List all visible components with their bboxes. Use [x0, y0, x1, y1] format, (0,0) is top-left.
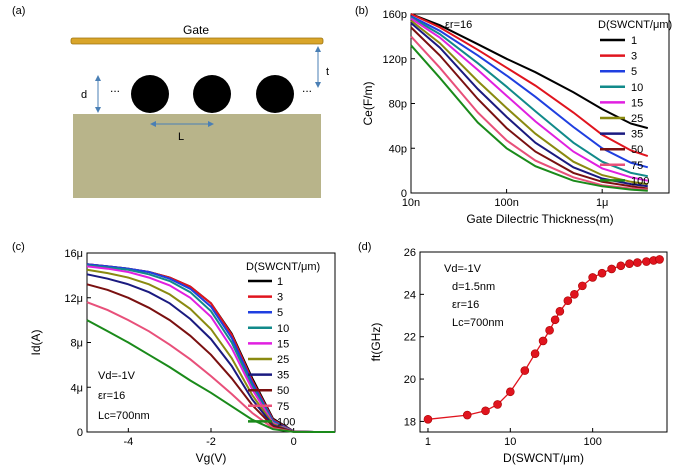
panel-b-legend-title: D(SWCNT/μm) — [598, 19, 673, 31]
gate-electrode — [71, 38, 323, 44]
panel-b-legend-label: 50 — [631, 144, 644, 157]
panel-d-point — [506, 388, 514, 396]
panel-b-legend-label: 1 — [631, 35, 638, 47]
substrate — [73, 114, 321, 198]
panel-d-point — [531, 350, 539, 358]
panel-b-x-tick-label: 10n — [401, 197, 421, 209]
panel-c-legend-label: 100 — [277, 416, 296, 429]
t-arrow-icon — [315, 46, 321, 88]
panel-b — [355, 5, 672, 226]
panel-d-point — [482, 407, 490, 415]
panel-d-point — [656, 255, 664, 263]
panel-b-x-axis-title: Gate Dilectric Thickness(m) — [466, 212, 614, 226]
panel-b-y-tick-label: 80p — [388, 98, 407, 111]
panel-d-y-axis-title: ft(GHz) — [369, 322, 383, 362]
panel-d-point — [546, 326, 554, 334]
panel-d-point — [424, 415, 432, 423]
gate-label: Gate — [182, 23, 210, 37]
panel-b-y-tick-label: 40p — [388, 143, 407, 156]
panel-d-plot — [369, 247, 667, 465]
panel-b-legend-label: 25 — [631, 113, 644, 125]
panel-c-legend-label: 10 — [277, 322, 290, 335]
d-label: d — [81, 89, 88, 101]
panel-d-annot-1: Vd=-1V — [444, 263, 481, 275]
panel-c-series-line — [87, 274, 335, 432]
panel-b-legend-label: 3 — [631, 50, 638, 63]
panel-d-point — [642, 258, 650, 266]
panel-c-legend-label: 5 — [277, 307, 284, 320]
panel-b-y-tick-label: 0 — [400, 188, 407, 200]
panel-c-series-line — [87, 264, 335, 432]
panel-d-annot-3: εr=16 — [452, 299, 480, 311]
panel-d-point — [521, 367, 529, 375]
panel-d-label: (d) — [358, 241, 372, 253]
panel-c-annot-3: Lc=700nm — [98, 410, 150, 422]
panel-d-point — [551, 316, 559, 324]
panel-d-point — [539, 337, 547, 345]
panel-d-point — [556, 307, 564, 315]
panel-d-point — [564, 297, 572, 305]
panel-a — [12, 5, 329, 198]
panel-c-legend-label: 25 — [277, 354, 290, 366]
panel-c-legend-label: 75 — [277, 400, 290, 413]
panel-d-point — [598, 269, 606, 277]
panel-b-param: εr=16 — [445, 19, 473, 31]
nanotube-2 — [193, 75, 231, 113]
panel-b-y-tick-label: 120p — [382, 53, 407, 66]
panel-b-legend-label: 15 — [631, 97, 644, 110]
panel-d-x-axis-title: D(SWCNT/μm) — [503, 451, 584, 465]
panel-d-y-tick-label: 22 — [403, 331, 416, 344]
panel-c-y-tick-label: 4μ — [70, 382, 83, 395]
panel-d-point — [589, 273, 597, 281]
panel-b-y-tick-label: 160p — [382, 9, 407, 21]
nanotube-1 — [131, 75, 169, 113]
t-label: t — [326, 66, 330, 78]
panel-c-x-tick-label: -4 — [123, 436, 134, 448]
panel-c-legend-label: 35 — [277, 369, 290, 382]
panel-d-point — [617, 262, 625, 270]
panel-c-y-tick-label: 8μ — [70, 337, 83, 350]
panel-b-legend-label: 75 — [631, 159, 644, 172]
panel-c-x-tick-label: 0 — [290, 436, 297, 448]
panel-b-label: (b) — [355, 5, 369, 17]
nanotube-3 — [256, 75, 294, 113]
panel-d-point — [608, 265, 616, 273]
panel-d — [358, 241, 667, 465]
panel-d-annot-2: d=1.5nm — [452, 281, 496, 293]
panel-c-y-tick-label: 16μ — [64, 248, 83, 260]
panel-c-series-line — [87, 264, 335, 432]
panel-d-point — [570, 290, 578, 298]
panel-c-label: (c) — [12, 241, 25, 253]
panel-c-series-line — [87, 265, 335, 432]
panel-c-plot — [29, 248, 335, 465]
panel-c-series-line — [87, 266, 335, 432]
panel-d-point — [633, 259, 641, 267]
panel-d-y-tick-label: 20 — [403, 374, 416, 387]
panel-b-plot — [361, 9, 669, 226]
panel-d-x-tick-label: 1 — [424, 436, 432, 448]
panel-c-legend-label: 1 — [277, 276, 284, 288]
panel-d-y-tick-label: 24 — [403, 289, 416, 302]
dots-right: ... — [302, 81, 313, 95]
panel-c-legend-label: 50 — [277, 385, 290, 398]
panel-c-series-line — [87, 270, 335, 432]
panel-c-plot-frame — [87, 253, 335, 432]
panel-d-point — [578, 282, 586, 290]
panel-d-x-tick-label: 100 — [583, 436, 602, 448]
panel-b-x-tick-label: 1μ — [595, 197, 609, 209]
panel-d-y-tick-label: 26 — [403, 247, 416, 259]
panel-b-x-tick-label: 100n — [494, 197, 519, 209]
panel-d-y-tick-label: 18 — [403, 416, 416, 429]
panel-c-y-tick-label: 12μ — [64, 292, 83, 305]
dots-left: ... — [110, 81, 121, 95]
panel-d-annot-4: Lc=700nm — [452, 317, 504, 329]
panel-c-annot-1: Vd=-1V — [98, 370, 135, 382]
panel-c-y-tick-label: 0 — [76, 427, 83, 439]
panel-d-point — [494, 400, 502, 408]
panel-d-point — [625, 260, 633, 268]
panel-c-legend-label: 3 — [277, 291, 284, 304]
panel-c-x-axis-title: Vg(V) — [195, 451, 227, 465]
d-arrow-icon — [95, 75, 101, 113]
panel-b-legend-label: 35 — [631, 128, 644, 141]
panel-d-x-tick-label: 10 — [504, 436, 517, 448]
panel-c-series-line — [87, 264, 335, 432]
panel-b-legend-label: 5 — [631, 66, 638, 79]
panel-c-y-axis-title: Id(A) — [29, 329, 43, 356]
l-label: L — [178, 131, 185, 143]
panel-c-legend-title: D(SWCNT/μm) — [246, 261, 321, 273]
panel-d-point — [463, 411, 471, 419]
panel-c-annot-2: εr=16 — [98, 390, 126, 402]
panel-c-legend-label: 15 — [277, 338, 290, 351]
panel-b-legend-label: 10 — [631, 81, 644, 94]
panel-c — [12, 241, 335, 465]
panel-b-y-axis-title: Ce(F/m) — [361, 81, 375, 126]
panel-b-legend-label: 100 — [631, 175, 650, 188]
panel-c-x-tick-label: -2 — [206, 436, 216, 448]
panel-a-label: (a) — [12, 5, 26, 17]
